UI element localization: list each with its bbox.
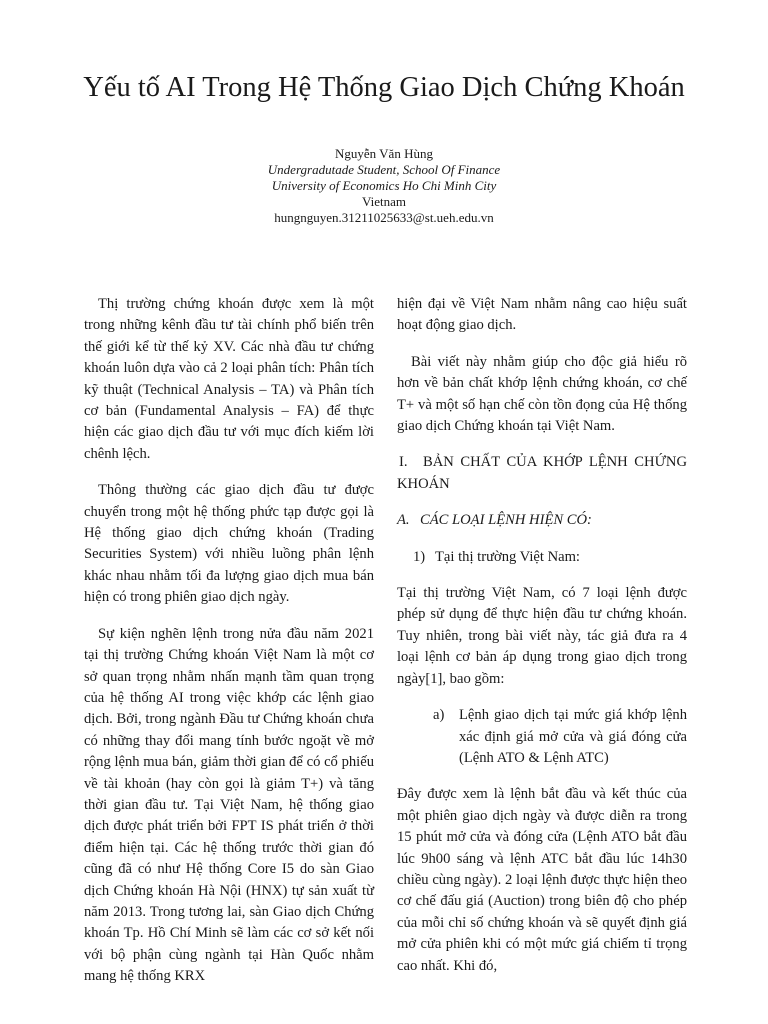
subsection-title: CÁC LOẠI LỆNH HIỆN CÓ: bbox=[420, 512, 592, 529]
author-position: Undergradutade Student, School Of Finance bbox=[267, 162, 501, 177]
paragraph: Đây được xem là lệnh bắt đầu và kết thúc của một phiên giao dịch ngày và được diễn ra trong 15 phút mở cửa và đóng cửa (Lệnh ATO bắt đầu lúc 9h00 sáng và lệnh ATC bắt đầu lúc 14h30 chiều cùng ngày). 2 loại lệnh được thực hiện theo cơ chế đấu giá (Auction) trong biên độ cho phép của mỗi chỉ số chứng khoán và sẽ quyết định giá mở cửa phiên khi có một mức giá chiếm tỉ trọng cao nhất. Khi đó, bbox=[397, 786, 687, 974]
author-block bbox=[0, 146, 768, 226]
paragraph: hiện đại về Việt Nam nhằm nâng cao hiệu suất hoạt động giao dịch. bbox=[397, 296, 687, 334]
author-country: Vietnam bbox=[362, 194, 406, 209]
list-item bbox=[397, 547, 687, 568]
author-university: University of Economics Ho Chi Minh City bbox=[271, 178, 497, 193]
subsection-number: A. bbox=[397, 512, 410, 529]
paragraph: Thông thường các giao dịch đầu tư được chuyển trong một hệ thống phức tạp được gọi là Hệ thống giao dịch chứng khoán (Trading Securities System) với nhiều luồng phân lệnh khác nhau nhằm tối đa lượng giao dịch mua bán hiện có trong phiên giao dịch ngày. bbox=[84, 482, 374, 606]
list-item-number: 1) bbox=[413, 548, 426, 565]
list-item-text: Tại thị trường Việt Nam: bbox=[435, 548, 580, 565]
paragraph: Tại thị trường Việt Nam, có 7 loại lệnh được phép sử dụng để thực hiện đầu tư chứng khoán. Tuy nhiên, trong bài viết này, tác giả đưa ra 4 loại lệnh cơ bản áp dụng trong giao dịch trong ngày[1], bao gồm: bbox=[397, 585, 687, 687]
subsection-heading bbox=[397, 510, 687, 531]
paragraph: Thị trường chứng khoán được xem là một trong những kênh đầu tư tài chính phổ biến trên thế giới kể từ thế kỷ XV. Các nhà đầu tư chứng khoán luôn dựa vào cả 2 loại phân tích: Phân tích kỹ thuật (Technical Analysis – TA) và Phân tích cơ bản (Fundamental Analysis – FA) để thực hiện các giao dịch đầu tư với mục đích kiếm lời chênh lệch. bbox=[84, 296, 374, 462]
author-email: hungnguyen.31211025633@st.ueh.edu.vn bbox=[274, 210, 494, 225]
sub-list-item bbox=[397, 705, 687, 769]
paragraph: Sự kiện nghẽn lệnh trong nửa đầu năm 2021 tại thị trường Chứng khoán Việt Nam là một cơ sở quan trọng nhằm nhấn mạnh tầm quan trọng của hệ thống AI trong việc khớp các lệnh giao dịch. Bởi, trong ngành Đầu tư Chứng khoán chưa có những thay đổi mang tính bước ngoặt về mở rộng lệnh mua bán, giảm thời gian để có cổ phiếu về tài khoản (hay còn gọi là giảm T+) và tăng thời gian đầu tư. Tại Việt Nam, hệ thống giao dịch được phát triển bởi FPT IS phát triển ở thời điểm hiện tại. Các hệ thống trước thời gian đó cũng đã có như Hệ thống Core I5 do sàn Giao dịch Chứng khoán Hà Nội (HNX) tự sản xuất từ năm 2013. Trong tương lai, sàn Giao dịch Chứng khoán Tp. Hồ Chí Minh sẽ làm các cơ sở kết nối với bộ phận cùng ngành tại Hàn Quốc nhằm mang hệ thống KRX bbox=[84, 625, 374, 985]
left-column bbox=[84, 294, 374, 1003]
right-column bbox=[397, 294, 687, 977]
sub-list-item-number: a) bbox=[433, 707, 445, 724]
paper-title: Yếu tố AI Trong Hệ Thống Giao Dịch Chứng Khoán bbox=[83, 72, 685, 103]
author-name: Nguyễn Văn Hùng bbox=[335, 146, 433, 161]
section-heading bbox=[397, 452, 687, 495]
paragraph: Bài viết này nhằm giúp cho độc giả hiểu rõ hơn về bản chất khớp lệnh chứng khoán, cơ chế T+ và một số hạn chế còn tồn đọng của Hệ thống giao dịch Chứng khoán tại Việt Nam. bbox=[397, 353, 687, 435]
section-title: BẢN CHẤT CỦA KHỚP LỆNH CHỨNG KHOÁN bbox=[397, 454, 687, 492]
sub-list-item-text: Lệnh giao dịch tại mức giá khớp lệnh xác định giá mở cửa và giá đóng cửa (Lệnh ATO & Lệnh ATC) bbox=[459, 707, 687, 766]
section-number: I. bbox=[399, 454, 408, 471]
